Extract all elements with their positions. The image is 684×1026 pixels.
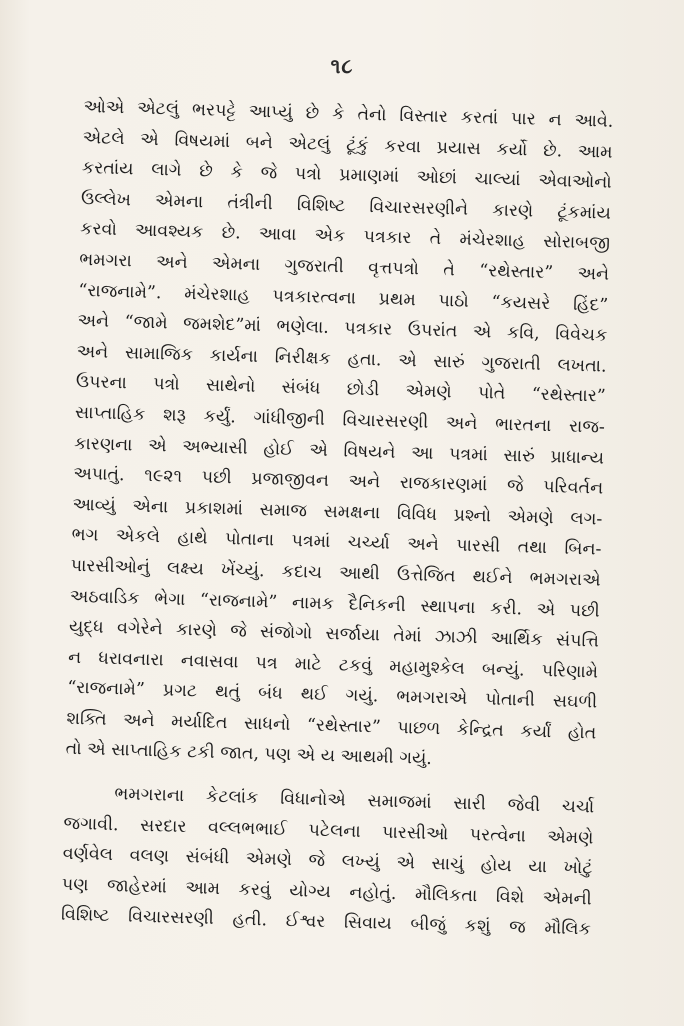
text-line: શક્તિ અને મર્યાદિત સાધનો “રથેસ્તાર” પાછળ કેન્દ્રિત કર્યાં હોત [66,708,597,744]
page-number: ૧૮ [330,54,354,78]
text-line: ભમગરાના કેટલાંક વિધાનોએ સમાજમાં સારી જેવી ચર્ચા [114,784,595,818]
text-line: ઉપરના પત્રો સાથેનો સંબંધ છોડી એમણે પોતે “રથેસ્તાર” [75,372,606,408]
paragraph [65,92,614,780]
text-line: અને સામાજિક કાર્યના નિરીક્ષક હતા. એ સારું ગુજરાતી લખતા. [76,341,607,377]
text-line: ભગ એકલે હાથે પોતાના પત્રમાં ચર્ચ્યા અને પારસી તથા બિન- [71,525,602,560]
text-line: ઉલ્લેખ એમના તંત્રીની વિશિષ્ટ વિચારસરણીને કારણે ટૂંકમાંય [80,188,612,224]
text-line: એટલે એ વિષયમાં બને એટલું ટૂંકું કરવા પ્રયાસ કર્યો છે. આમ [82,127,613,163]
text-line: કરતાંય લાગે છે કે જે પત્રો પ્રમાણમાં ઓછાં ચાલ્યાં એવાઓનો [81,158,612,193]
text-line: “રાજનામે” પ્રગટ થતું બંધ થઈ ગયું. ભમગરાએ પોતાની સઘળી [67,678,598,713]
text-line: તો એ સાપ્તાહિક ટકી જાત, પણ એ ય આથમી ગયું. [65,739,433,770]
text-line: સાપ્તાહિક શરૂ કર્યું. ગાંધીજીની વિચારસરણી અને ભારતના રાજ- [74,402,606,438]
text-line: ઓએ એટલું ભરપટ્ટે આપ્યું છે કે તેનો વિસ્તાર કરતાં પાર ન આવે. [83,96,614,132]
text-line: વર્ણવેલ વલણ સંબંધી એમણે જે લખ્યું એ સાચું હોય યા ખોટું [62,843,593,879]
body-text [61,92,614,946]
text-line: વિશિષ્ટ વિચારસરણી હતી. ઈશ્વર સિવાય બીજું કશું જ મૌલિક [60,905,592,940]
text-line: “રાજનામે”. મંચેરશાહ પત્રકારત્વના પ્રથમ પાઠો “કયસરે હિંદ” [78,280,609,316]
text-line: પણ જાહેરમાં આમ કરવું યોગ્ય નહોતું. મૌલિકતા વિશે એમની [61,874,592,910]
text-line: જગાવી. સરદાર વલ્લભભાઈ પટેલના પારસીઓ પરત્વેના એમણે [63,813,594,849]
text-line: ન ધરાવનારા નવાસવા પત્ર માટે ટકવું મહામુશ્કેલ બન્યું. પરિણામે [67,647,599,683]
text-line: અને “જામે જમશેદ”માં ભણેલા. પત્રકાર ઉપરાંત એ કવિ, વિવેચક [77,311,608,346]
text-line: કારણના એ અભ્યાસી હોઈ એ વિષયને આ પત્રમાં સારું પ્રાધાન્ય [73,433,605,469]
text-line: આવ્યું એના પ્રકાશમાં સમાજ સમક્ષના વિવિધ પ્રશ્નો એમણે લગ- [72,494,603,530]
text-line: કરવો આવશ્યક છે. આવા એક પત્રકાર તે મંચેરશાહ સોરાબજી [79,219,611,255]
text-line: ભમગરા અને એમના ગુજરાતી વૃત્તપત્રો તે “રથેસ્તાર” અને [79,249,610,285]
text-line: અઠવાડિક ભેગા “રાજનામે” નામક દૈનિકની સ્થાપના કરી. એ પછી [69,586,600,622]
paragraph [61,778,595,946]
text-line: યુદ્ધ વગેરેને કારણે જે સંજોગો સર્જાયા તેમાં ઝાઝી આર્થિક સંપત્તિ [68,616,600,652]
text-line: અપાતું. ૧૯૨૧ પછી પ્રજાજીવન અને રાજકારણમાં જે પરિવર્તન [73,463,604,499]
text-line: પારસીઓનું લક્ષ્ય ખેંચ્યું. કદાચ આથી ઉત્તેજિત થઈને ભમગરાએ [70,555,601,591]
